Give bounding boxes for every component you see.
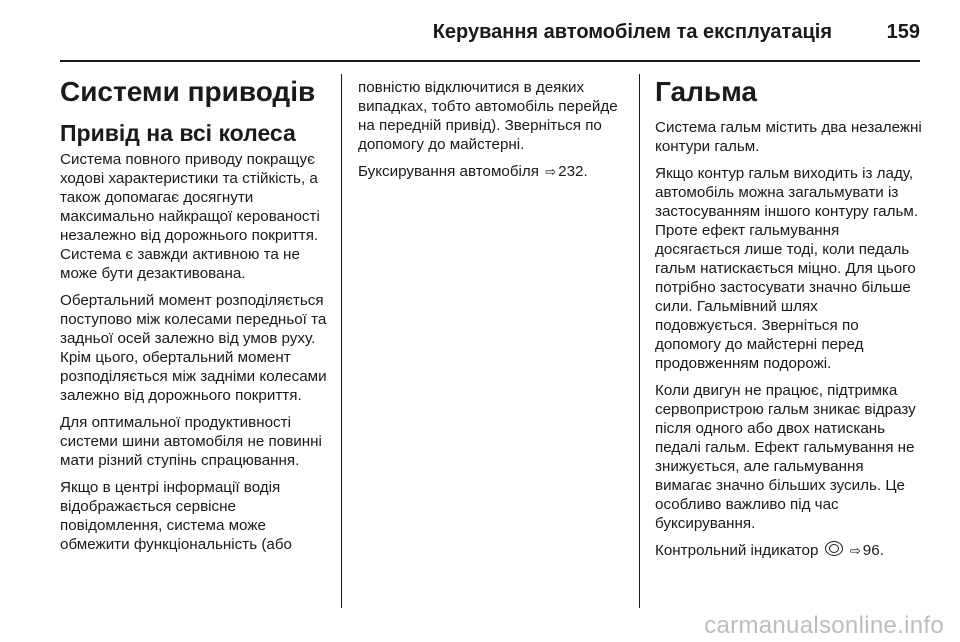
brake-warning-lamp-icon bbox=[825, 541, 843, 556]
column-divider bbox=[639, 74, 640, 608]
section-heading-brakes: Гальма bbox=[655, 76, 757, 107]
column-divider bbox=[341, 74, 342, 608]
page-header bbox=[60, 18, 920, 54]
column-middle bbox=[358, 78, 624, 189]
page-title: Керування автомобілем та експлуатація bbox=[432, 21, 832, 43]
xref-arrow-icon: ⇨ bbox=[849, 543, 861, 558]
paragraph: повністю відключитися в деяких випадках, тобто автомобіль перейде на передній привід). Зверніться по допомогу до майстерні. bbox=[358, 79, 618, 153]
reference-text: Буксирування автомобіля bbox=[358, 163, 540, 180]
paragraph: Обертальний момент розподіляється поступово між колесами передньої та задньої осей залежно від умов руху. Крім цього, обертальний момент розподіляється між задніми колесами залежно від дорожнього покриття. bbox=[60, 292, 327, 404]
page-number: 159 bbox=[886, 21, 920, 43]
section-heading-drive-systems: Системи приводів bbox=[60, 76, 316, 107]
page-reference-link[interactable]: 232. bbox=[558, 163, 588, 180]
paragraph: Для оптимальної продуктивності системи шини автомобіля не повинні мати різний ступінь спрацювання. bbox=[60, 414, 322, 469]
paragraph: Система повного приводу покращує ходові характеристики та стійкість, а також допомагає досягнути максимально найкращої керованості незалежно від дорожнього покриття. Система є завжди активною та не може бути дезактивована. bbox=[60, 151, 320, 282]
reference-text: Контрольний індикатор bbox=[655, 542, 819, 559]
column-right bbox=[655, 66, 923, 568]
paragraph: Коли двигун не працює, підтримка сервопристрою гальм зникає відразу після одного або двох натискань педалі гальм. Ефект гальмування не знижується, але гальмування вимагає значно більших зусиль. Це особливо важливо під час буксирування. bbox=[655, 382, 916, 532]
paragraph: Якщо контур гальм виходить із ладу, автомобіль можна загальмувати із застосуванням іншого контуру гальм. Проте ефект гальмування досягається лише тоді, коли педаль гальм натискається міцно. Для цього потрібно застосувати значно більше сили. Гальмівний шлях подовжується. Зверніться по допомогу до майстерні перед продовженням подорожі. bbox=[655, 165, 919, 372]
subheading-all-wheel-drive: Привід на всі колеса bbox=[60, 120, 296, 146]
xref-arrow-icon: ⇨ bbox=[545, 164, 557, 179]
column-left bbox=[60, 66, 336, 562]
watermark: carmanualsonline.info bbox=[704, 612, 944, 639]
paragraph: Якщо в центрі інформації водія відображається сервісне повідомлення, система може обмежити функціональність (або bbox=[60, 479, 293, 553]
paragraph: Система гальм містить два незалежні контури гальм. bbox=[655, 119, 922, 155]
header-rule bbox=[60, 60, 920, 62]
page-reference-link[interactable]: 96. bbox=[862, 542, 884, 559]
towing-reference bbox=[358, 162, 624, 181]
indicator-reference bbox=[655, 541, 923, 560]
